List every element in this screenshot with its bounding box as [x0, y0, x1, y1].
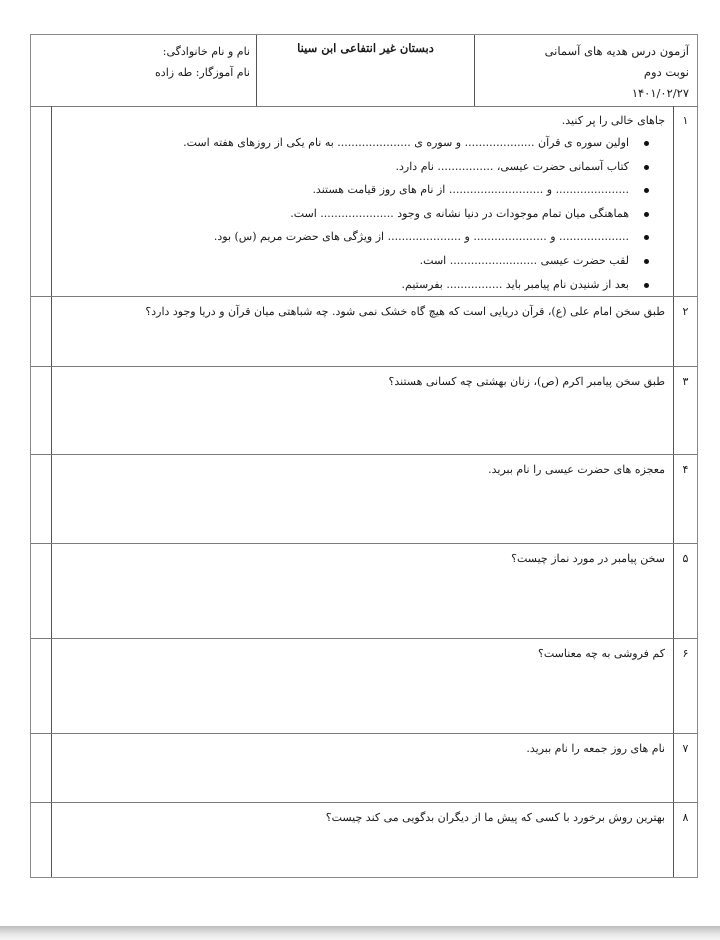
fill-blank-item: .................... و ..................... و ..................... از ویژگی های حضرت مریم (س) بود. — [52, 225, 651, 249]
question-row-1 — [31, 106, 697, 297]
question-row-7 — [31, 734, 697, 803]
fill-blank-item: لقب حضرت عیسی ......................... است. — [52, 249, 651, 273]
question-row-3 — [31, 367, 697, 455]
question-number: ۱ — [673, 106, 697, 296]
question-number: ۶ — [673, 639, 697, 733]
question-row-5 — [31, 544, 697, 639]
question-row-8 — [31, 803, 697, 877]
score-cell — [31, 106, 52, 296]
question-number: ۳ — [673, 367, 697, 454]
exam-date: ۱۴۰۱/۰۲/۲۷ — [631, 86, 689, 100]
teacher-name: نام آموزگار: طه زاده — [155, 66, 250, 79]
question-body — [52, 367, 673, 454]
score-cell — [31, 367, 52, 454]
school-cell — [256, 35, 474, 106]
question-body — [52, 455, 673, 543]
score-cell — [31, 734, 52, 802]
question-text: سخن پیامبر در مورد نماز چیست؟ — [511, 552, 665, 565]
question-row-4 — [31, 455, 697, 544]
fill-blank-item: اولین سوره ی قرآن .................... و سوره ی ..................... به نام یکی از روزهای هفته است. — [52, 131, 651, 155]
student-info-cell — [31, 35, 256, 106]
question-row-2 — [31, 297, 697, 367]
question-text: معجزه های حضرت عیسی را نام ببرید. — [488, 463, 665, 476]
exam-info-cell — [474, 35, 697, 106]
question-text: طبق سخن امام علی (ع)، قرآن دریایی است که هیچ گاه خشک نمی شود. چه شباهتی میان قرآن و دریا وجود دارد؟ — [145, 305, 665, 318]
question-body — [52, 297, 673, 366]
question-row-6 — [31, 639, 697, 734]
fill-blank-item: ..................... و ........................... از نام های روز قیامت هستند. — [52, 178, 651, 202]
fill-blank-item: بعد از شنیدن نام پیامبر باید ................ بفرستیم. — [52, 273, 651, 297]
exam-title: آزمون درس هدیه های آسمانی — [544, 44, 689, 58]
question-text: جاهای خالی را پر کنید. — [561, 114, 665, 127]
score-cell — [31, 544, 52, 638]
question-number: ۵ — [673, 544, 697, 638]
question-number: ۷ — [673, 734, 697, 802]
school-name: دبستان غیر انتفاعی ابن سینا — [297, 41, 434, 55]
exam-session: نوبت دوم — [643, 65, 689, 79]
question-text: طبق سخن پیامبر اکرم (ص)، زنان بهشتی چه کسانی هستند؟ — [388, 375, 665, 388]
exam-sheet — [30, 34, 698, 878]
question-body — [52, 106, 673, 296]
question-number: ۲ — [673, 297, 697, 366]
question-body — [52, 639, 673, 733]
score-cell — [31, 455, 52, 543]
fill-blank-item: هماهنگی میان تمام موجودات در دنیا نشانه ی وجود ..................... است. — [52, 202, 651, 226]
page-bottom-shadow — [0, 926, 720, 940]
question-body — [52, 734, 673, 802]
fill-blank-item: کتاب آسمانی حضرت عیسی، ................ نام دارد. — [52, 155, 651, 179]
score-cell — [31, 639, 52, 733]
score-cell — [31, 803, 52, 877]
fill-blank-list — [52, 131, 665, 296]
question-text: نام های روز جمعه را نام ببرید. — [526, 742, 665, 755]
exam-header — [31, 35, 697, 107]
question-text: بهترین روش برخورد با کسی که پیش ما از دیگران بدگویی می کند چیست؟ — [325, 811, 665, 824]
student-name-label: نام و نام خانوادگی: — [162, 45, 250, 58]
question-body — [52, 803, 673, 877]
question-body — [52, 544, 673, 638]
question-number: ۴ — [673, 455, 697, 543]
score-cell — [31, 297, 52, 366]
question-number: ۸ — [673, 803, 697, 877]
question-text: کم فروشی به چه معناست؟ — [538, 647, 665, 660]
